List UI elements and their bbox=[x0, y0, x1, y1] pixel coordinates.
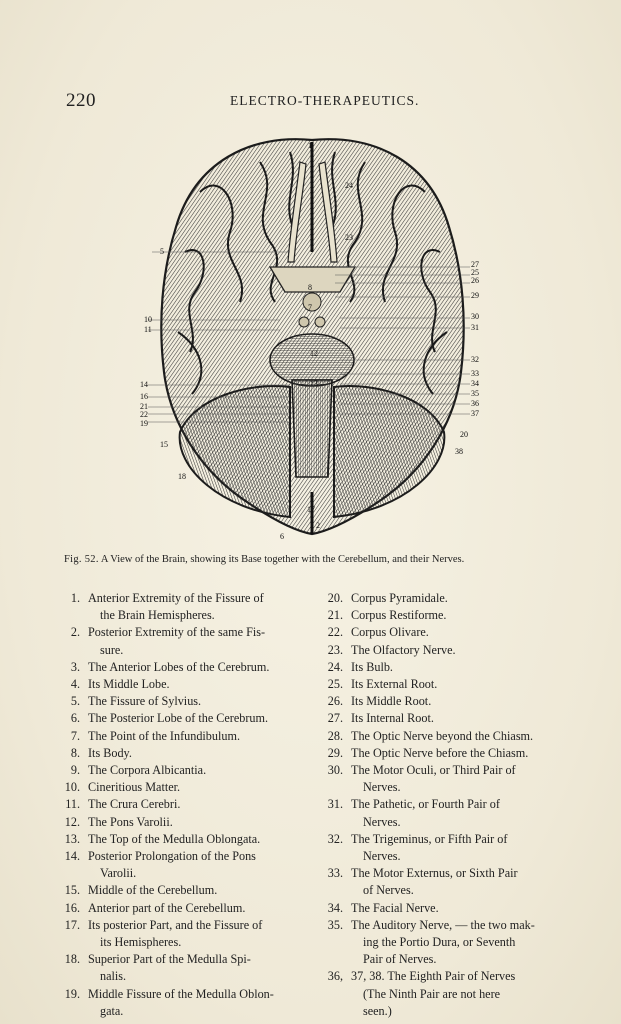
legend-line: Varolii. bbox=[100, 866, 137, 881]
brain-base-engraving bbox=[140, 132, 485, 542]
callout: 21 bbox=[140, 402, 148, 411]
callout: 31 bbox=[471, 323, 479, 332]
legend-line: The Anterior Lobes of the Cerebrum. bbox=[88, 659, 270, 674]
legend-line: the Brain Hemispheres. bbox=[100, 608, 215, 623]
legend-line: Corpus Pyramidale. bbox=[351, 591, 448, 605]
legend-item bbox=[323, 710, 563, 727]
callout: 2 bbox=[316, 521, 320, 530]
legend-item bbox=[323, 624, 563, 641]
legend-item bbox=[323, 607, 563, 624]
legend-text bbox=[88, 710, 310, 727]
legend-line: The Optic Nerve beyond the Chiasm. bbox=[351, 728, 534, 743]
legend-item bbox=[60, 745, 310, 762]
legend-line: Nerves. bbox=[363, 814, 401, 829]
legend-item bbox=[60, 882, 310, 899]
legend-item bbox=[60, 676, 310, 693]
legend-item bbox=[323, 659, 563, 676]
callout: 10 bbox=[144, 315, 152, 324]
legend-text bbox=[351, 865, 563, 899]
legend-number: 16. bbox=[64, 900, 80, 915]
legend-line: seen.) bbox=[363, 1003, 392, 1018]
legend-item bbox=[60, 728, 310, 745]
legend-text bbox=[351, 607, 563, 624]
legend-text bbox=[88, 814, 310, 831]
legend-number: 13. bbox=[64, 831, 80, 846]
legend-line: Its Body. bbox=[88, 745, 132, 760]
legend-text bbox=[88, 659, 310, 676]
legend-line: The Pathetic, or Fourth Pair of bbox=[351, 797, 500, 812]
legend-number: 14. bbox=[64, 849, 80, 864]
callout: 20 bbox=[460, 430, 468, 439]
legend-item bbox=[60, 951, 310, 985]
legend-item bbox=[60, 590, 310, 624]
callout: 18 bbox=[178, 472, 186, 481]
callout: 38 bbox=[455, 447, 463, 456]
legend-item bbox=[60, 917, 310, 951]
legend-number: 24. bbox=[327, 659, 343, 674]
legend-number: 5. bbox=[70, 694, 80, 709]
legend-text bbox=[88, 986, 310, 1020]
legend-number: 9. bbox=[70, 763, 80, 778]
legend-number: 20. bbox=[327, 591, 343, 605]
legend-number: 22. bbox=[327, 625, 343, 640]
legend-line: ing the Portio Dura, or Seventh bbox=[363, 935, 516, 950]
legend-left-column bbox=[60, 590, 310, 1020]
legend-line: Its Middle Root. bbox=[351, 694, 432, 709]
legend-text bbox=[351, 968, 563, 1020]
legend-line: its Hemispheres. bbox=[100, 935, 182, 950]
legend-line: The Crura Cerebri. bbox=[88, 797, 181, 812]
legend-line: Anterior part of the Cerebellum. bbox=[88, 900, 246, 915]
callout: 11 bbox=[144, 325, 152, 334]
legend-number: 6. bbox=[70, 711, 80, 726]
callout: 22 bbox=[140, 410, 148, 419]
legend-line: of Nerves. bbox=[363, 883, 414, 898]
legend-text bbox=[88, 693, 310, 710]
legend-line: sure. bbox=[100, 642, 124, 657]
legend-number: 29. bbox=[327, 745, 343, 760]
callout: 25 bbox=[471, 268, 479, 277]
legend-line: Its Internal Root. bbox=[351, 711, 434, 726]
legend-item bbox=[60, 814, 310, 831]
legend-line: Its posterior Part, and the Fissure of bbox=[88, 917, 263, 932]
legend-text bbox=[88, 917, 310, 951]
legend-line: Pair of Nerves. bbox=[363, 952, 437, 967]
legend-number: 12. bbox=[64, 814, 80, 829]
legend-item bbox=[323, 796, 563, 830]
callout: 17 bbox=[307, 505, 315, 514]
legend-line: The Trigeminus, or Fifth Pair of bbox=[351, 831, 508, 846]
legend-item bbox=[323, 676, 563, 693]
legend-text bbox=[88, 796, 310, 813]
callout: 34 bbox=[471, 379, 479, 388]
legend-text bbox=[351, 728, 563, 745]
legend-line: Superior Part of the Medulla Spi- bbox=[88, 952, 251, 967]
legend-line: Posterior Extremity of the same Fis- bbox=[88, 625, 266, 640]
legend-number: 1. bbox=[70, 591, 80, 605]
callout: 1 bbox=[308, 141, 312, 150]
legend-line: Its Middle Lobe. bbox=[88, 677, 170, 692]
legend-item bbox=[60, 831, 310, 848]
callout: 26 bbox=[471, 276, 479, 285]
callout: 35 bbox=[471, 389, 479, 398]
legend-line: Posterior Prolongation of the Pons bbox=[88, 849, 256, 864]
legend-text bbox=[351, 900, 563, 917]
figure-caption bbox=[64, 554, 604, 565]
legend-item bbox=[60, 986, 310, 1020]
legend-text bbox=[88, 900, 310, 917]
legend-text bbox=[351, 693, 563, 710]
legend-line: Corpus Olivare. bbox=[351, 625, 429, 640]
legend-line: Cineritious Matter. bbox=[88, 780, 181, 795]
legend-text bbox=[351, 642, 563, 659]
legend-number: 8. bbox=[70, 745, 80, 760]
legend-line: nalis. bbox=[100, 969, 127, 984]
page-header bbox=[66, 90, 586, 114]
legend-number: 3. bbox=[70, 659, 80, 674]
callout: 33 bbox=[471, 369, 479, 378]
legend-number: 31. bbox=[327, 797, 343, 812]
callout: 5 bbox=[160, 247, 164, 256]
legend-item bbox=[60, 659, 310, 676]
legend-text bbox=[88, 728, 310, 745]
legend-number: 30. bbox=[327, 763, 343, 778]
legend-text bbox=[88, 779, 310, 796]
legend-item bbox=[60, 848, 310, 882]
callout: 29 bbox=[471, 291, 479, 300]
legend-number: 4. bbox=[70, 677, 80, 692]
legend-number: 2. bbox=[70, 625, 80, 640]
legend-item bbox=[60, 796, 310, 813]
legend-number: 35. bbox=[327, 917, 343, 932]
legend-item bbox=[60, 779, 310, 796]
legend-item bbox=[60, 624, 310, 658]
callout: 7 bbox=[308, 303, 312, 312]
legend-text bbox=[88, 745, 310, 762]
legend-item bbox=[323, 693, 563, 710]
callout: 36 bbox=[471, 399, 479, 408]
legend-text bbox=[351, 796, 563, 830]
callout: 13 bbox=[310, 379, 318, 388]
figure-number: Fig. 52. bbox=[64, 554, 99, 565]
legend-line: The Motor Externus, or Sixth Pair bbox=[351, 866, 518, 881]
legend-text bbox=[88, 831, 310, 848]
legend-item bbox=[323, 728, 563, 745]
legend-text bbox=[351, 917, 563, 969]
callout: 8 bbox=[308, 283, 312, 292]
legend-line: The Optic Nerve before the Chiasm. bbox=[351, 745, 529, 760]
legend-number: 25. bbox=[327, 677, 343, 692]
legend-line: The Point of the Infundibulum. bbox=[88, 728, 240, 743]
legend-line: Anterior Extremity of the Fissure of bbox=[88, 591, 264, 605]
legend-text bbox=[351, 624, 563, 641]
callout: 37 bbox=[471, 409, 479, 418]
callout: 32 bbox=[471, 355, 479, 364]
page-number: 220 bbox=[66, 90, 96, 111]
running-title: ELECTRO-THERAPEUTICS. bbox=[230, 93, 420, 108]
legend-text bbox=[88, 676, 310, 693]
legend-text bbox=[88, 590, 310, 624]
legend-number: 18. bbox=[64, 952, 80, 967]
legend-item bbox=[323, 831, 563, 865]
legend-line: Nerves. bbox=[363, 780, 401, 795]
legend-line: The Motor Oculi, or Third Pair of bbox=[351, 763, 516, 778]
legend-number: 27. bbox=[327, 711, 343, 726]
legend-item bbox=[323, 917, 563, 969]
legend-number: 32. bbox=[327, 831, 343, 846]
legend-item bbox=[323, 865, 563, 899]
legend-item bbox=[60, 710, 310, 727]
legend-number: 7. bbox=[70, 728, 80, 743]
legend-text bbox=[88, 624, 310, 658]
legend-text bbox=[88, 951, 310, 985]
legend-text bbox=[351, 745, 563, 762]
callout: 27 bbox=[471, 260, 479, 269]
legend-text bbox=[88, 762, 310, 779]
legend-number: 17. bbox=[64, 917, 80, 932]
legend-number: 23. bbox=[327, 642, 343, 657]
legend-line: The Top of the Medulla Oblongata. bbox=[88, 831, 261, 846]
legend-item bbox=[323, 745, 563, 762]
callout: 30 bbox=[471, 312, 479, 321]
legend-item bbox=[60, 900, 310, 917]
legend-line: The Posterior Lobe of the Cerebrum. bbox=[88, 711, 269, 726]
legend-number: 19. bbox=[64, 986, 80, 1001]
legend-line: gata. bbox=[100, 1003, 124, 1018]
legend-number: 33. bbox=[327, 866, 343, 881]
legend-line: The Olfactory Nerve. bbox=[351, 642, 456, 657]
legend-number: 26. bbox=[327, 694, 343, 709]
legend-item bbox=[60, 693, 310, 710]
legend-number: 34. bbox=[327, 900, 343, 915]
legend-line: The Corpora Albicantia. bbox=[88, 763, 207, 778]
legend-line: The Auditory Nerve, — the two mak- bbox=[351, 917, 535, 932]
legend-text bbox=[351, 590, 563, 607]
legend-line: Nerves. bbox=[363, 849, 401, 864]
legend-text bbox=[351, 831, 563, 865]
legend-number: 36, bbox=[327, 969, 343, 984]
legend-text bbox=[351, 710, 563, 727]
legend-line: Its Bulb. bbox=[351, 659, 393, 674]
legend-text bbox=[351, 676, 563, 693]
callout: 6 bbox=[280, 532, 284, 541]
legend-number: 21. bbox=[327, 608, 343, 623]
legend-item bbox=[323, 590, 563, 607]
legend-line: The Fissure of Sylvius. bbox=[88, 694, 202, 709]
legend-text bbox=[88, 848, 310, 882]
legend-number: 28. bbox=[327, 728, 343, 743]
legend-line: Corpus Restiforme. bbox=[351, 608, 447, 623]
callout: 24 bbox=[345, 181, 353, 190]
brain-illustration bbox=[140, 132, 485, 542]
legend-right-column bbox=[323, 590, 563, 1020]
callout: 15 bbox=[160, 440, 168, 449]
medulla bbox=[292, 380, 332, 477]
legend-item bbox=[323, 642, 563, 659]
legend-number: 11. bbox=[65, 797, 80, 812]
callout: 19 bbox=[140, 419, 148, 428]
legend-line: The Pons Varolii. bbox=[88, 814, 173, 829]
legend-text bbox=[351, 659, 563, 676]
legend-line: Its External Root. bbox=[351, 677, 438, 692]
legend-item bbox=[323, 762, 563, 796]
legend-number: 10. bbox=[64, 780, 80, 795]
legend-item bbox=[323, 900, 563, 917]
figure-caption-text: A View of the Brain, showing its Base together with the Cerebellum, and their Nerves. bbox=[100, 554, 465, 565]
legend-item bbox=[60, 762, 310, 779]
callout: 16 bbox=[140, 392, 148, 401]
legend-item bbox=[323, 968, 563, 1020]
legend-line: 37, 38. The Eighth Pair of Nerves bbox=[351, 969, 516, 984]
callout: 23 bbox=[345, 233, 353, 242]
legend-line: Middle Fissure of the Medulla Oblon- bbox=[88, 986, 274, 1001]
legend-text bbox=[88, 882, 310, 899]
legend-line: The Facial Nerve. bbox=[351, 900, 439, 915]
callout: 12 bbox=[310, 349, 318, 358]
legend-text bbox=[351, 762, 563, 796]
callout: 14 bbox=[140, 380, 148, 389]
legend-number: 15. bbox=[64, 883, 80, 898]
legend-line: Middle of the Cerebellum. bbox=[88, 883, 218, 898]
legend-line: (The Ninth Pair are not here bbox=[363, 986, 501, 1001]
